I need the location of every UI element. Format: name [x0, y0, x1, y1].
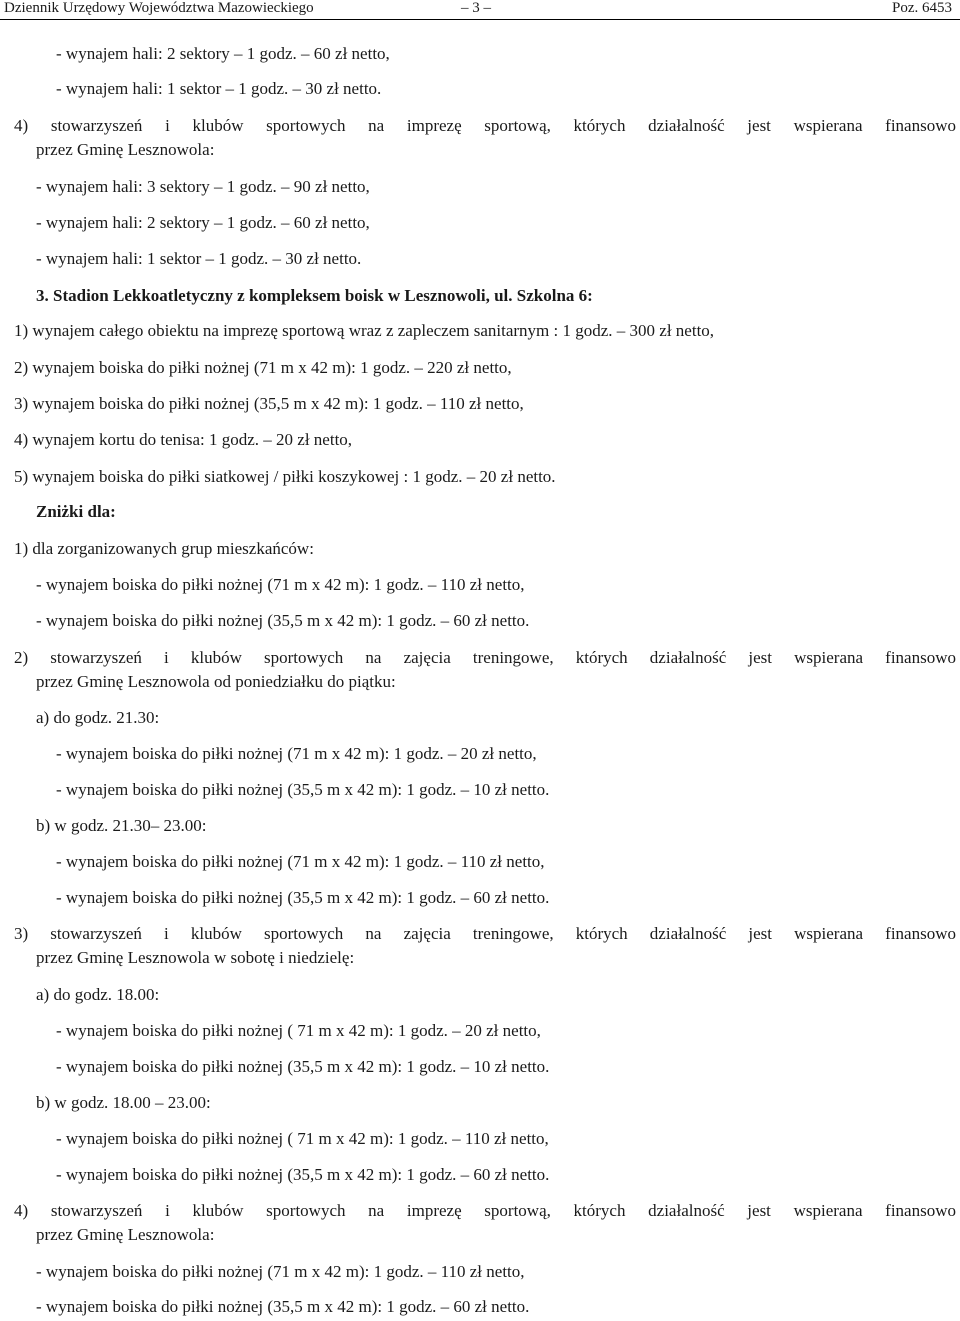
text-line: b) w godz. 18.00 – 23.00: [36, 1093, 211, 1112]
text-line: przez Gminę Lesznowola: [36, 1225, 215, 1244]
journal-title: Dziennik Urzędowy Województwa Mazowieckiego [4, 0, 314, 16]
text-line: - wynajem boiska do piłki nożnej (71 m x 42 m): 1 godz. – 20 zł netto, [56, 744, 537, 763]
text-line: - wynajem boiska do piłki nożnej (35,5 m x 42 m): 1 godz. – 60 zł netto. [56, 1165, 550, 1184]
page-header [0, 0, 960, 20]
text-line: 4) stowarzyszeń i klubów sportowych na imprezę sportową, których działalność jest wspierana finansowo [14, 116, 956, 135]
discounts-heading: Zniżki dla: [36, 502, 116, 521]
text-line: - wynajem boiska do piłki nożnej ( 71 m x 42 m): 1 godz. – 110 zł netto, [56, 1129, 549, 1148]
text-line: - wynajem boiska do piłki nożnej (35,5 m x 42 m): 1 godz. – 60 zł netto. [56, 888, 550, 907]
text-line: - wynajem hali: 3 sektory – 1 godz. – 90 zł netto, [36, 177, 370, 196]
text-line: - wynajem boiska do piłki nożnej (35,5 m x 42 m): 1 godz. – 60 zł netto. [36, 1297, 530, 1316]
text-line: - wynajem hali: 1 sektor – 1 godz. – 30 zł netto. [56, 79, 382, 98]
text-line: a) do godz. 18.00: [36, 985, 160, 1004]
text-line: 2) stowarzyszeń i klubów sportowych na zajęcia treningowe, których działalność jest wspierana finansowo [14, 648, 956, 667]
text-line: przez Gminę Lesznowola w sobotę i niedzielę: [36, 948, 355, 967]
text-line: - wynajem boiska do piłki nożnej (71 m x 42 m): 1 godz. – 110 zł netto, [56, 852, 545, 871]
text-line: - wynajem boiska do piłki nożnej (71 m x 42 m): 1 godz. – 110 zł netto, [36, 1262, 525, 1281]
position-number: Poz. 6453 [892, 0, 952, 16]
text-line: przez Gminę Lesznowola: [36, 140, 215, 159]
text-line: 3) wynajem boiska do piłki nożnej (35,5 m x 42 m): 1 godz. – 110 zł netto, [14, 394, 524, 413]
page-number: – 3 – [461, 0, 491, 16]
text-line: 3) stowarzyszeń i klubów sportowych na zajęcia treningowe, których działalność jest wspierana finansowo [14, 924, 956, 943]
text-line: a) do godz. 21.30: [36, 708, 160, 727]
text-line: 1) dla zorganizowanych grup mieszkańców: [14, 539, 314, 558]
text-line: - wynajem boiska do piłki nożnej (71 m x 42 m): 1 godz. – 110 zł netto, [36, 575, 525, 594]
text-line: b) w godz. 21.30– 23.00: [36, 816, 207, 835]
text-line: - wynajem hali: 2 sektory – 1 godz. – 60 zł netto, [36, 213, 370, 232]
text-line: przez Gminę Lesznowola od poniedziałku do piątku: [36, 672, 396, 691]
text-line: 1) wynajem całego obiektu na imprezę sportową wraz z zapleczem sanitarnym : 1 godz. – 300 zł netto, [14, 321, 715, 340]
text-line: 4) stowarzyszeń i klubów sportowych na imprezę sportową, których działalność jest wspierana finansowo [14, 1201, 956, 1220]
text-line: - wynajem boiska do piłki nożnej (35,5 m x 42 m): 1 godz. – 60 zł netto. [36, 611, 530, 630]
text-line: 2) wynajem boiska do piłki nożnej (71 m x 42 m): 1 godz. – 220 zł netto, [14, 358, 512, 377]
text-line: - wynajem boiska do piłki nożnej ( 71 m x 42 m): 1 godz. – 20 zł netto, [56, 1021, 541, 1040]
text-line: 4) wynajem kortu do tenisa: 1 godz. – 20 zł netto, [14, 430, 353, 449]
section-heading: 3. Stadion Lekkoatletyczny z kompleksem boisk w Lesznowoli, ul. Szkolna 6: [36, 286, 593, 305]
text-line: 5) wynajem boiska do piłki siatkowej / piłki koszykowej : 1 godz. – 20 zł netto. [14, 467, 556, 486]
text-line: - wynajem boiska do piłki nożnej (35,5 m x 42 m): 1 godz. – 10 zł netto. [56, 780, 550, 799]
text-line: - wynajem hali: 2 sektory – 1 godz. – 60 zł netto, [56, 44, 390, 63]
text-line: - wynajem hali: 1 sektor – 1 godz. – 30 zł netto. [36, 249, 362, 268]
text-line: - wynajem boiska do piłki nożnej (35,5 m x 42 m): 1 godz. – 10 zł netto. [56, 1057, 550, 1076]
